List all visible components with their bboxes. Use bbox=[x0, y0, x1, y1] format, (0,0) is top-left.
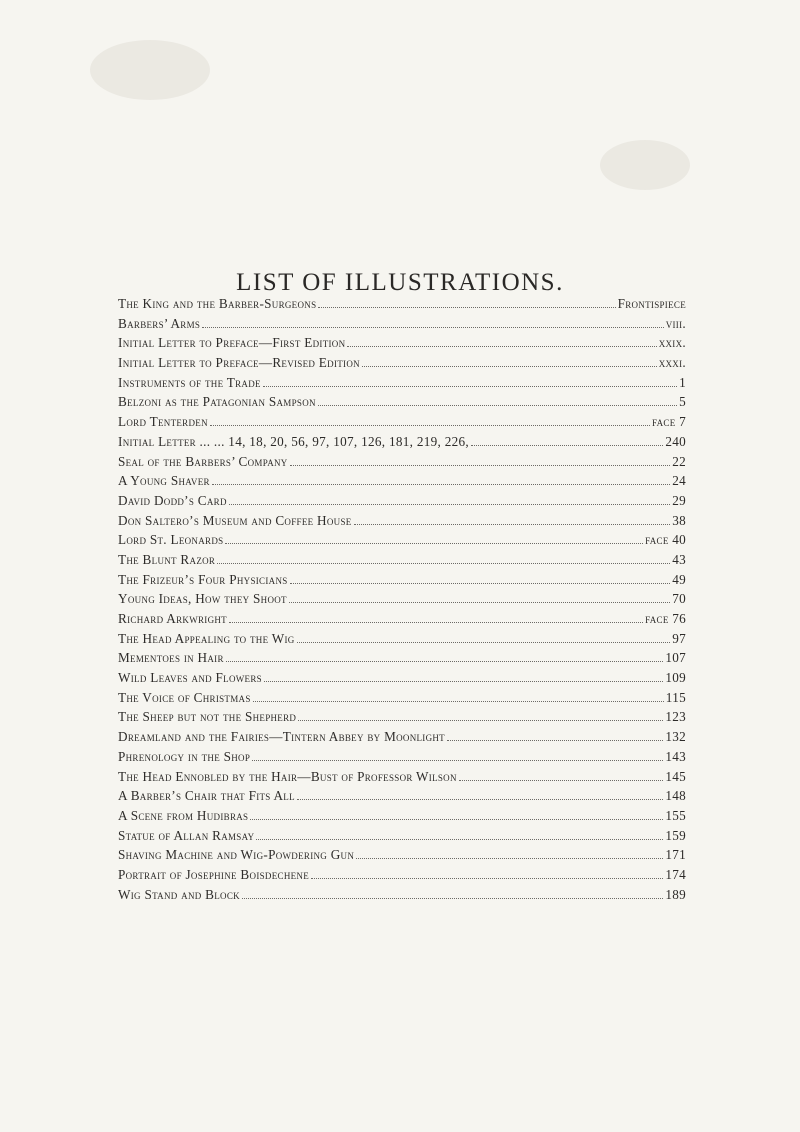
dot-leader bbox=[318, 405, 677, 406]
entry-title: The Sheep but not the Shepherd bbox=[118, 709, 297, 725]
dot-leader bbox=[264, 681, 663, 682]
dot-leader bbox=[229, 622, 643, 623]
dot-leader bbox=[290, 465, 671, 466]
entry-title: Initial Letter ... ... 14, 18, 20, 56, 97, 107, 126, 181, 219, 226, bbox=[118, 433, 469, 449]
entry-title: Mementoes in Hair bbox=[118, 650, 224, 666]
dot-leader bbox=[297, 799, 663, 800]
illustration-entry bbox=[118, 296, 686, 316]
entry-title: Portrait of Josephine Boisdechene bbox=[118, 866, 310, 882]
dot-leader bbox=[362, 366, 657, 367]
entry-title: Belzoni as the Patagonian Sampson bbox=[118, 394, 316, 410]
entry-title: The Blunt Razor bbox=[118, 551, 216, 567]
dot-leader bbox=[447, 740, 663, 741]
entry-page-number: 132 bbox=[665, 729, 686, 745]
entry-title: Young Ideas, How they Shoot bbox=[118, 591, 287, 607]
paper-smudge bbox=[90, 40, 210, 100]
entry-title: Barbers’ Arms bbox=[118, 315, 201, 331]
paper-smudge bbox=[600, 140, 690, 190]
illustration-entry bbox=[118, 572, 686, 592]
illustration-entry bbox=[118, 414, 686, 434]
illustration-entry bbox=[118, 335, 686, 355]
entry-page-number: 123 bbox=[665, 709, 686, 725]
entry-title: Shaving Machine and Wig-Powdering Gun bbox=[118, 847, 355, 863]
illustration-entry bbox=[118, 887, 686, 907]
entry-title: The Head Appealing to the Wig bbox=[118, 630, 295, 646]
entry-page-number: 189 bbox=[665, 886, 686, 902]
illustration-entry bbox=[118, 788, 686, 808]
illustration-entry bbox=[118, 729, 686, 749]
entry-page-number: face 76 bbox=[645, 611, 686, 626]
entry-page-number: 148 bbox=[665, 788, 686, 804]
entry-page-number: 5 bbox=[679, 394, 686, 410]
illustration-entry bbox=[118, 650, 686, 670]
illustration-entry bbox=[118, 355, 686, 375]
entry-page-number: 240 bbox=[665, 433, 686, 449]
dot-leader bbox=[318, 307, 615, 308]
entry-title: Seal of the Barbers’ Company bbox=[118, 453, 288, 469]
entry-title: Lord Tenterden bbox=[118, 414, 208, 430]
dot-leader bbox=[298, 720, 663, 721]
dot-leader bbox=[290, 583, 671, 584]
entry-page-number: 115 bbox=[665, 689, 686, 705]
illustration-entry bbox=[118, 690, 686, 710]
entry-title: Wig Stand and Block bbox=[118, 886, 240, 902]
illustration-entry bbox=[118, 493, 686, 513]
entry-title: Wild Leaves and Flowers bbox=[118, 670, 262, 686]
entry-page-number: Frontispiece bbox=[617, 296, 686, 311]
entry-title: Richard Arkwright bbox=[118, 611, 227, 626]
dot-leader bbox=[459, 780, 664, 781]
illustration-entry bbox=[118, 513, 686, 533]
entry-page-number: 1 bbox=[679, 374, 686, 390]
entry-page-number: 171 bbox=[665, 847, 686, 863]
illustration-entry bbox=[118, 375, 686, 395]
entry-title: Statue of Allan Ramsay bbox=[118, 827, 255, 843]
entry-page-number: xxix. bbox=[658, 335, 686, 351]
entry-page-number: 22 bbox=[672, 453, 686, 469]
entry-page-number: 107 bbox=[665, 650, 686, 666]
entry-title: David Dodd’s Card bbox=[118, 492, 227, 508]
dot-leader bbox=[256, 839, 663, 840]
entry-page-number: face 40 bbox=[645, 532, 686, 548]
illustration-entry bbox=[118, 316, 686, 336]
dot-leader bbox=[471, 445, 663, 446]
dot-leader bbox=[210, 425, 650, 426]
entry-title: A Scene from Hudibras bbox=[118, 807, 249, 823]
dot-leader bbox=[212, 484, 670, 485]
entry-title: Initial Letter to Preface—First Edition bbox=[118, 335, 346, 351]
entry-title: Dreamland and the Fairies—Tintern Abbey by Moonlight bbox=[118, 729, 445, 745]
entry-title: A Young Shaver bbox=[118, 473, 210, 489]
dot-leader bbox=[202, 327, 663, 328]
illustration-entry bbox=[118, 670, 686, 690]
dot-leader bbox=[297, 642, 671, 643]
page-title: LIST OF ILLUSTRATIONS. bbox=[236, 268, 564, 296]
entry-title: Don Saltero’s Museum and Coffee House bbox=[118, 512, 352, 528]
dot-leader bbox=[226, 661, 664, 662]
illustration-entry bbox=[118, 552, 686, 572]
illustration-entry bbox=[118, 591, 686, 611]
entry-page-number: xxxi. bbox=[658, 355, 686, 371]
illustration-entry bbox=[118, 749, 686, 769]
entry-title: Phrenology in the Shop bbox=[118, 748, 251, 764]
dot-leader bbox=[356, 858, 663, 859]
entry-page-number: 97 bbox=[672, 630, 686, 646]
dot-leader bbox=[289, 602, 670, 603]
entry-title: The King and the Barber-Surgeons bbox=[118, 296, 317, 311]
dot-leader bbox=[252, 760, 663, 761]
illustration-entry bbox=[118, 769, 686, 789]
entry-page-number: 145 bbox=[665, 768, 686, 784]
illustration-entry bbox=[118, 709, 686, 729]
entry-title: The Head Ennobled by the Hair—Bust of Professor Wilson bbox=[118, 768, 457, 784]
entry-page-number: 24 bbox=[672, 473, 686, 489]
entry-title: The Frizeur’s Four Physicians bbox=[118, 571, 288, 587]
dot-leader bbox=[250, 819, 663, 820]
entry-page-number: 155 bbox=[665, 807, 686, 823]
dot-leader bbox=[354, 524, 671, 525]
illustration-entry bbox=[118, 611, 686, 631]
dot-leader bbox=[225, 543, 643, 544]
entry-page-number: 159 bbox=[665, 827, 686, 843]
entry-page-number: 43 bbox=[672, 551, 686, 567]
entry-page-number: viii. bbox=[665, 315, 686, 331]
illustration-entry bbox=[118, 828, 686, 848]
illustration-entry bbox=[118, 847, 686, 867]
entry-title: Lord St. Leonards bbox=[118, 532, 224, 548]
entry-page-number: 29 bbox=[672, 492, 686, 508]
illustration-entry bbox=[118, 454, 686, 474]
entry-page-number: 109 bbox=[665, 670, 686, 686]
entry-page-number: 38 bbox=[672, 512, 686, 528]
illustration-entry bbox=[118, 867, 686, 887]
entry-title: The Voice of Christmas bbox=[118, 689, 251, 705]
entry-page-number: 70 bbox=[672, 591, 686, 607]
entry-page-number: face 7 bbox=[651, 414, 686, 430]
dot-leader bbox=[347, 346, 656, 347]
entry-page-number: 143 bbox=[665, 748, 686, 764]
illustration-entry bbox=[118, 394, 686, 414]
dot-leader bbox=[263, 386, 677, 387]
dot-leader bbox=[217, 563, 670, 564]
illustration-entry bbox=[118, 434, 686, 454]
dot-leader bbox=[253, 701, 664, 702]
entry-title: A Barber’s Chair that Fits All bbox=[118, 788, 295, 804]
dot-leader bbox=[229, 504, 670, 505]
illustration-entry bbox=[118, 631, 686, 651]
entry-page-number: 174 bbox=[665, 866, 686, 882]
entry-title: Initial Letter to Preface—Revised Edition bbox=[118, 355, 360, 371]
dot-leader bbox=[242, 898, 663, 899]
entry-title: Instruments of the Trade bbox=[118, 374, 261, 390]
illustration-entry bbox=[118, 532, 686, 552]
illustration-entry bbox=[118, 808, 686, 828]
entry-page-number: 49 bbox=[672, 571, 686, 587]
dot-leader bbox=[311, 878, 663, 879]
illustration-entry bbox=[118, 473, 686, 493]
illustrations-list bbox=[118, 296, 686, 906]
